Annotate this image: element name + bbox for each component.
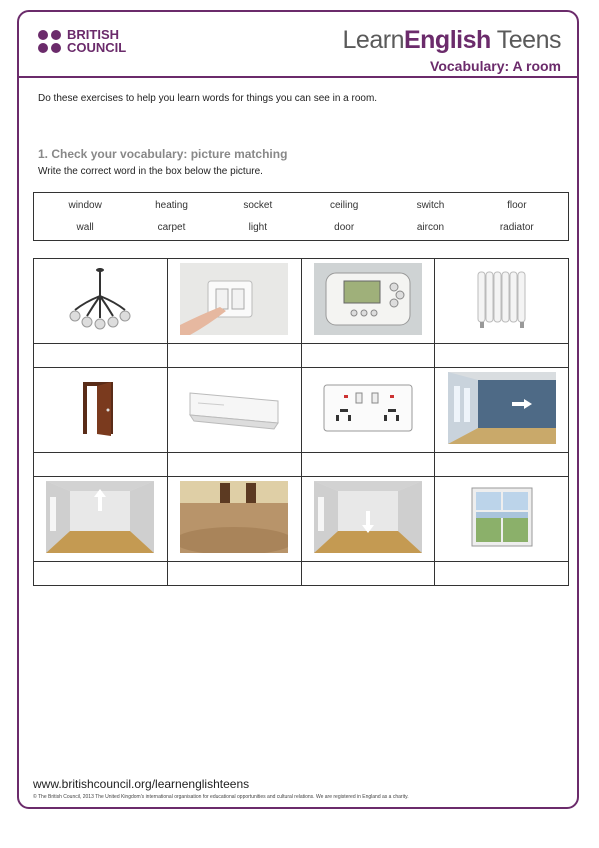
picture-cell <box>167 368 301 453</box>
picture-cell <box>167 477 301 562</box>
word-bank-item: heating <box>155 200 188 211</box>
exercise-instruction: Write the correct word in the box below the picture. <box>38 166 263 177</box>
footer-copyright: © The British Council, 2013 The United Kingdom's international organisation for educational opportunities and cultural relations. We are registered in England as a charity. <box>33 794 409 800</box>
picture-matching-table <box>33 258 569 586</box>
word-bank-item: switch <box>416 200 445 211</box>
word-bank <box>33 192 569 241</box>
word-bank-item: floor <box>507 200 527 211</box>
word-bank-item: window <box>68 200 102 211</box>
picture-cell <box>301 368 435 453</box>
picture-cell <box>301 259 435 344</box>
picture-cell <box>435 368 569 453</box>
british-council-logo <box>38 28 126 54</box>
picture-cell <box>34 368 168 453</box>
logo-dots-icon <box>38 30 61 53</box>
answer-box[interactable] <box>34 344 168 368</box>
answer-box[interactable] <box>34 562 168 586</box>
word-bank-item: door <box>334 222 355 233</box>
picture-cell <box>301 477 435 562</box>
intro-text: Do these exercises to help you learn words for things you can see in a room. <box>38 93 378 104</box>
light-switch-picture <box>180 263 288 335</box>
answer-box[interactable] <box>167 562 301 586</box>
word-bank-item: socket <box>243 200 273 211</box>
door-picture <box>75 378 125 438</box>
answer-box[interactable] <box>435 344 569 368</box>
picture-cell <box>435 477 569 562</box>
window-picture <box>470 486 534 548</box>
logo-line-2: COUNCIL <box>67 40 127 55</box>
answer-box[interactable] <box>167 344 301 368</box>
chandelier-picture <box>65 266 135 332</box>
exercise-title: 1. Check your vocabulary: picture matching <box>38 147 288 161</box>
word-bank-item: carpet <box>157 222 186 233</box>
carpet-picture <box>180 481 288 553</box>
answer-box[interactable] <box>34 453 168 477</box>
answer-box[interactable] <box>301 344 435 368</box>
word-bank-item: ceiling <box>329 200 359 211</box>
answer-box[interactable] <box>167 453 301 477</box>
word-bank-item: light <box>248 222 267 233</box>
wall-socket-picture <box>314 375 422 441</box>
answer-box[interactable] <box>301 562 435 586</box>
word-bank-item: radiator <box>499 222 534 233</box>
picture-cell <box>34 259 168 344</box>
radiator-picture <box>472 266 532 332</box>
room-floor-picture <box>314 481 422 553</box>
picture-cell <box>435 259 569 344</box>
answer-box[interactable] <box>301 453 435 477</box>
header-divider <box>17 76 579 78</box>
air-conditioner-picture <box>184 383 284 433</box>
word-bank-item: aircon <box>416 222 445 233</box>
picture-cell <box>167 259 301 344</box>
answer-box[interactable] <box>435 562 569 586</box>
logo-line-1: BRITISH <box>67 27 119 42</box>
thermostat-picture <box>314 263 422 335</box>
room-wall-picture <box>448 372 556 444</box>
answer-box[interactable] <box>435 453 569 477</box>
word-bank-item: wall <box>76 222 94 233</box>
learnenglish-teens-logo: LearnEnglish Teens <box>342 26 561 54</box>
picture-cell <box>34 477 168 562</box>
room-ceiling-picture <box>46 481 154 553</box>
page-title: Vocabulary: A room <box>430 58 561 74</box>
footer-url[interactable]: www.britishcouncil.org/learnenglishteens <box>33 777 250 791</box>
